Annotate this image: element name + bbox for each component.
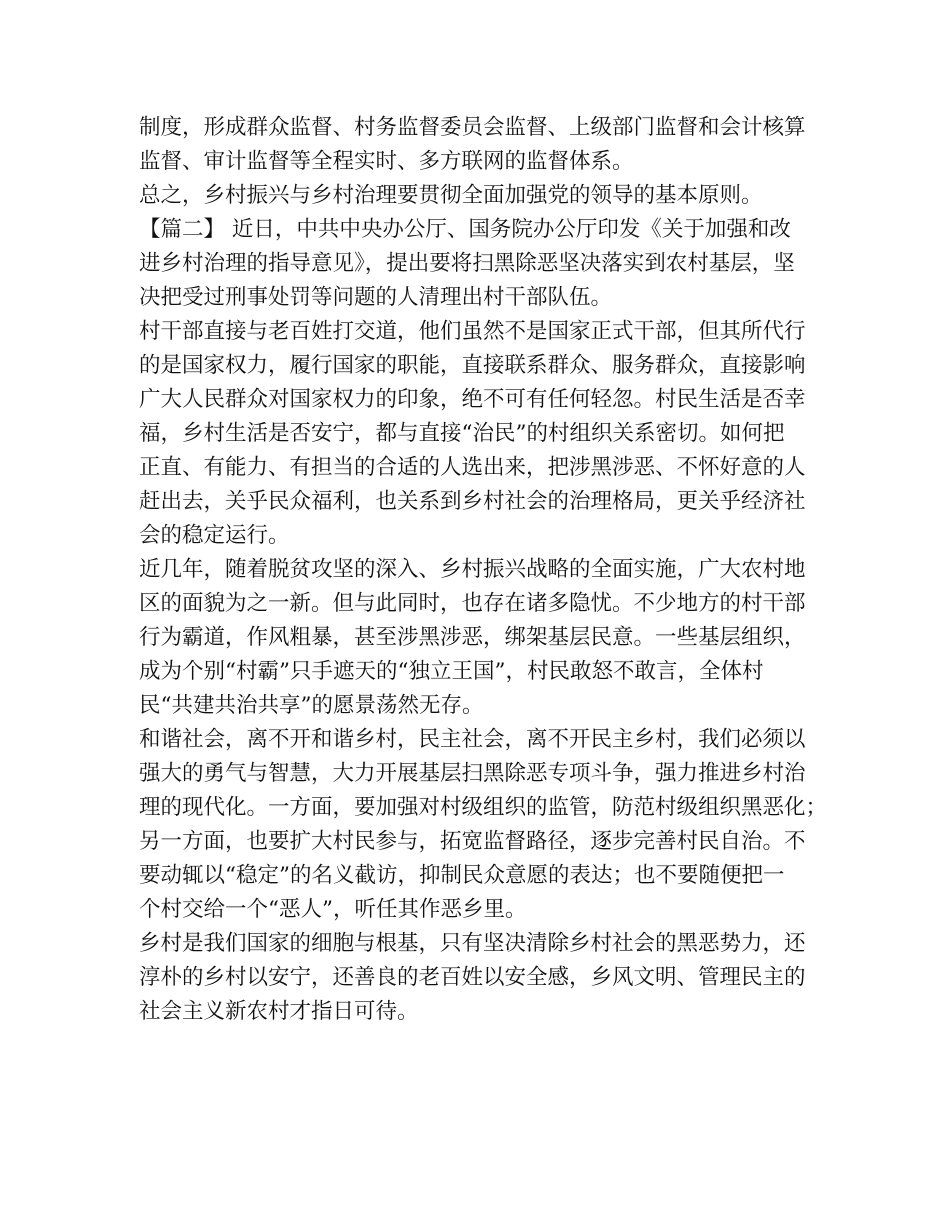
text-line: 进乡村治理的指导意见》，提出要将扫黑除恶坚决落实到农村基层，坚 <box>139 251 795 276</box>
text-line: 民“共建共治共享”的愿景荡然无存。 <box>139 693 484 718</box>
text-line: 另一方面，也要扩大村民参与，拓宽监督路径，逐步完善村民自治。不 <box>139 829 806 854</box>
text-line: 成为个别“村霸”只手遮天的“独立王国”，村民敢怒不敢言，全体村 <box>139 659 764 684</box>
text-line: 强大的勇气与智慧，大力开展基层扫黑除恶专项斗争，强力推进乡村治 <box>139 761 806 786</box>
text-line: 淳朴的乡村以安宁，还善良的老百姓以安全感，乡风文明、管理民主的 <box>139 965 806 990</box>
text-line: 的是国家权力，履行国家的职能，直接联系群众、服务群众，直接影响 <box>139 353 806 378</box>
text-line: 会的稳定运行。 <box>139 523 290 548</box>
text-line: 决把受过刑事处罚等问题的人清理出村干部队伍。 <box>139 285 613 310</box>
text-line: 制度，形成群众监督、村务监督委员会监督、上级部门监督和会计核算 <box>139 115 806 140</box>
text-line: 乡村是我们国家的细胞与根基，只有坚决清除乡村社会的黑恶势力，还 <box>139 931 806 956</box>
text-line: 和谐社会，离不开和谐乡村，民主社会，离不开民主乡村，我们必须以 <box>139 727 806 752</box>
text-line: 近几年，随着脱贫攻坚的深入、乡村振兴战略的全面实施，广大农村地 <box>139 557 806 582</box>
text-line: 个村交给一个“恶人”，听任其作恶乡里。 <box>139 897 527 922</box>
text-line: 监督、审计监督等全程实时、多方联网的监督体系。 <box>139 149 634 174</box>
text-line: 【篇二】 近日，中共中央办公厅、国务院办公厅印发《关于加强和改 <box>139 217 791 242</box>
text-line: 广大人民群众对国家权力的印象，绝不可有任何轻忽。村民生活是否幸 <box>139 387 806 412</box>
text-line: 区的面貌为之一新。但与此同时，也存在诸多隐忧。不少地方的村干部 <box>139 591 806 616</box>
text-line: 总之，乡村振兴与乡村治理要贯彻全面加强党的领导的基本原则。 <box>139 183 763 208</box>
text-line: 赶出去，关乎民众福利，也关系到乡村社会的治理格局，更关乎经济社 <box>139 489 806 514</box>
text-line: 要动辄以“稳定”的名义截访，抑制民众意愿的表达；也不要随便把一 <box>139 863 785 888</box>
text-line: 理的现代化。一方面，要加强对村级组织的监管，防范村级组织黑恶化； <box>139 795 828 820</box>
document-body <box>139 111 828 1029</box>
text-line: 正直、有能力、有担当的合适的人选出来，把涉黑涉恶、不怀好意的人 <box>139 455 806 480</box>
text-line: 福，乡村生活是否安宁，都与直接“治民”的村组织关系密切。如何把 <box>139 421 785 446</box>
text-line: 社会主义新农村才指日可待。 <box>139 999 419 1024</box>
text-line: 村干部直接与老百姓打交道，他们虽然不是国家正式干部，但其所代行 <box>139 319 806 344</box>
text-line: 行为霸道，作风粗暴，甚至涉黑涉恶，绑架基层民意。一些基层组织， <box>139 625 806 650</box>
